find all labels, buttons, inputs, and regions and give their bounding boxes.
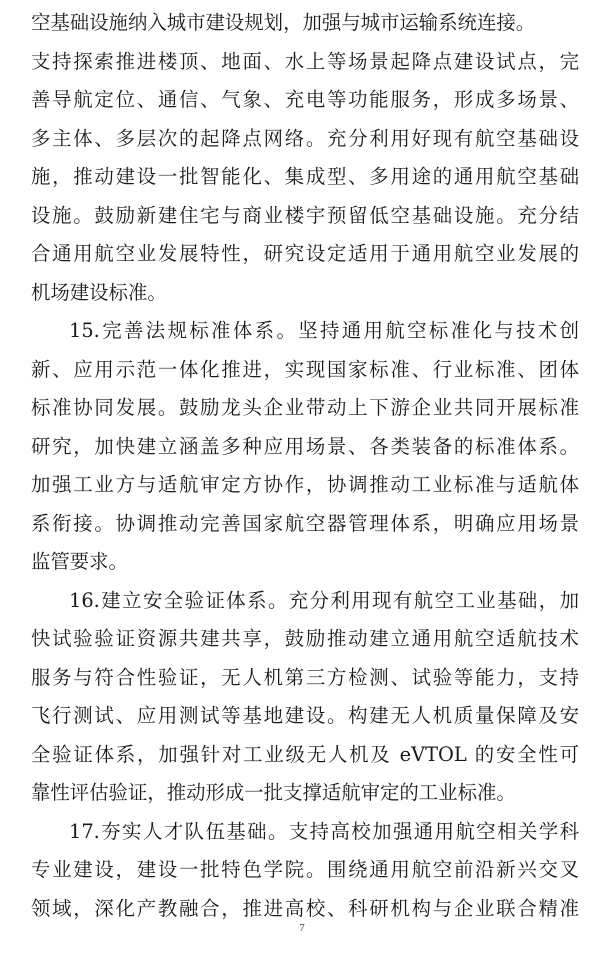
text-line: 15.完善法规标准体系。坚持通用航空标准化与技术创 <box>69 319 579 342</box>
page-number: 7 <box>299 922 305 934</box>
text-line: 支持探索推进楼顶、地面、水上等场景起降点建设试点，完 <box>31 49 579 73</box>
text-line: 研究，加快建立涵盖多种应用场景、各类装备的标准体系。 <box>31 434 579 458</box>
text-line: 施，推动建设一批智能化、集成型、多用途的通用航空基础 <box>31 165 579 188</box>
text-line: 靠性评估验证，推动形成一批支撑适航审定的工业标准。 <box>31 781 516 804</box>
text-line: 快试验验证资源共建共享，鼓励推动建立通用航空适航技术 <box>31 627 579 650</box>
text-line: 领域，深化产教融合，推进高校、科研机构与企业联合精准 <box>31 896 579 920</box>
text-line: 服务与符合性验证，无人机第三方检测、试验等能力，支持 <box>31 665 579 689</box>
text-line: 加强工业方与适航审定方协作，协调推动工业标准与适航体 <box>31 473 579 496</box>
text-line: 合通用航空业发展特性，研究设定适用于通用航空业发展的 <box>31 242 579 265</box>
text-line: 专业建设，建设一批特色学院。围绕通用航空前沿新兴交叉 <box>31 858 579 881</box>
text-line: 空基础设施纳入城市建设规划，加强与城市运输系统连接。 <box>31 11 536 34</box>
text-line: 全验证体系，加强针对工业级无人机及 eVTOL 的安全性可 <box>31 742 579 766</box>
text-line: 飞行测试、应用测试等基地建设。构建无人机质量保障及安 <box>31 704 579 727</box>
body-text <box>31 4 579 928</box>
text-line: 17.夯实人才队伍基础。支持高校加强通用航空相关学科 <box>69 819 579 843</box>
text-line: 标准协同发展。鼓励龙头企业带动上下游企业共同开展标准 <box>31 396 579 419</box>
text-line: 设施。鼓励新建住宅与商业楼宇预留低空基础设施。充分结 <box>31 203 579 227</box>
text-line: 机场建设标准。 <box>31 280 167 304</box>
text-line: 系衔接。协调推动完善国家航空器管理体系，明确应用场景 <box>31 511 579 535</box>
text-line: 新、应用示范一体化推进，实现国家标准、行业标准、团体 <box>31 357 579 381</box>
text-line: 多主体、多层次的起降点网络。充分利用好现有航空基础设 <box>31 126 579 150</box>
text-line: 16.建立安全验证体系。充分利用现有航空工业基础，加 <box>69 588 579 612</box>
text-line: 监管要求。 <box>31 550 128 573</box>
text-line: 善导航定位、通信、气象、充电等功能服务，形成多场景、 <box>31 88 579 111</box>
